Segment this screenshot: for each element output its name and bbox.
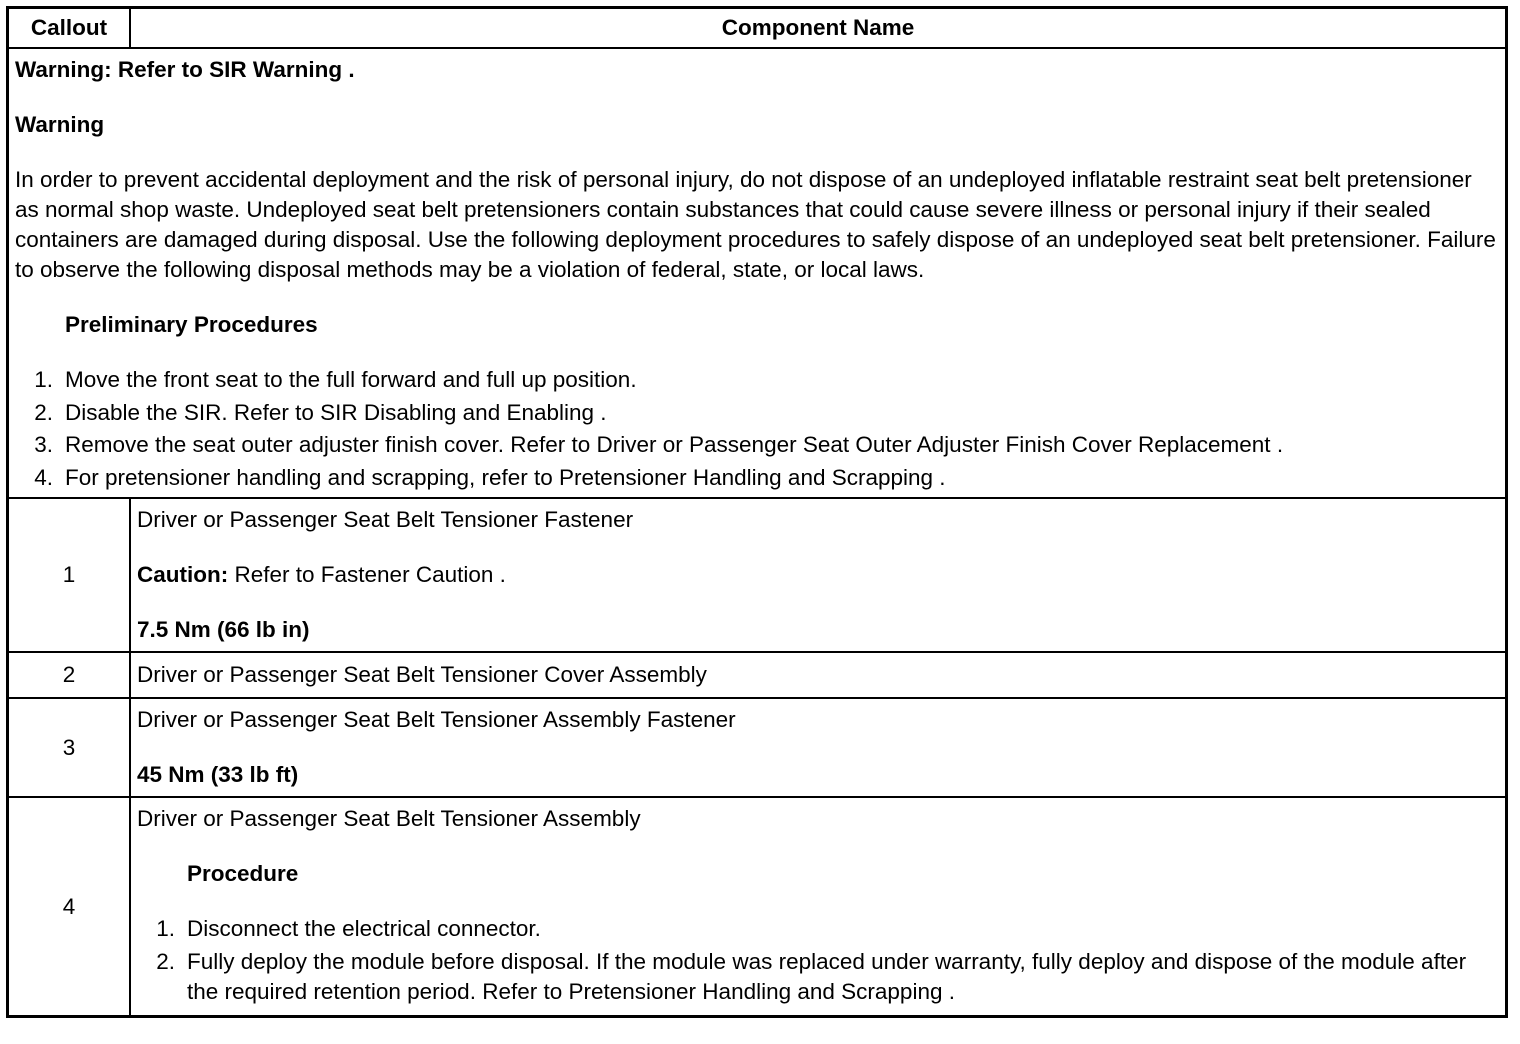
warning-cell bbox=[8, 48, 1507, 498]
step-number: 1. bbox=[156, 916, 175, 941]
step-text: Disable the SIR. Refer to SIR Disabling and Enabling . bbox=[65, 399, 607, 425]
list-item bbox=[15, 398, 1499, 428]
warning-row bbox=[8, 48, 1507, 498]
component-cell bbox=[130, 797, 1507, 1017]
table-row bbox=[8, 797, 1507, 1017]
caution-line bbox=[137, 560, 1499, 590]
procedure-title: Procedure bbox=[187, 861, 299, 886]
step-number: 4. bbox=[34, 464, 53, 490]
component-name: Driver or Passenger Seat Belt Tensioner Fastener bbox=[137, 507, 634, 532]
warning-text: In order to prevent accidental deployment and the risk of personal injury, do not dispose of an undeployed inflatable restraint seat belt pretensioner as normal shop waste. Undeployed seat belt pretensioners contain substances that could cause severe illness or personal injury if their sealed containers are damaged during disposal. Use the following deployment procedures to safely dispose of an undeployed seat belt pretensioner. Failure to observe the following disposal methods may be a violation of federal, state, or local laws. bbox=[15, 167, 1496, 282]
preliminary-steps-list bbox=[15, 365, 1499, 493]
list-item bbox=[15, 365, 1499, 395]
list-item bbox=[137, 914, 1499, 944]
component-cell bbox=[130, 698, 1507, 797]
component-name: Driver or Passenger Seat Belt Tensioner Cover Assembly bbox=[130, 652, 1507, 698]
table-row bbox=[8, 652, 1507, 698]
preliminary-procedures-title: Preliminary Procedures bbox=[65, 312, 318, 337]
step-number: 1. bbox=[34, 367, 53, 392]
step-text: Fully deploy the module before disposal. If the module was replaced under warranty, fully deploy and dispose of the module after the required retention period. Refer to Pretensioner Handling and Scrapping . bbox=[187, 948, 1467, 1004]
warning-title: Warning bbox=[15, 112, 105, 137]
callout-number: 3 bbox=[8, 698, 131, 797]
step-number: 2. bbox=[34, 399, 53, 425]
component-name-header: Component Name bbox=[130, 8, 1507, 49]
list-item bbox=[15, 463, 1499, 493]
step-text: Remove the seat outer adjuster finish cover. Refer to Driver or Passenger Seat Outer Adjuster Finish Cover Replacement . bbox=[65, 432, 1284, 457]
step-number: 2. bbox=[156, 948, 175, 974]
procedure-steps-list bbox=[137, 914, 1499, 1007]
list-item bbox=[15, 430, 1499, 460]
table-header-row bbox=[8, 8, 1507, 49]
torque-spec: 7.5 Nm (66 lb in) bbox=[137, 617, 310, 642]
step-text: Move the front seat to the full forward and full up position. bbox=[65, 367, 637, 392]
step-text: For pretensioner handling and scrapping, refer to Pretensioner Handling and Scrapping . bbox=[65, 464, 946, 490]
torque-spec: 45 Nm (33 lb ft) bbox=[137, 762, 299, 787]
component-name: Driver or Passenger Seat Belt Tensioner Assembly Fastener bbox=[137, 707, 736, 732]
caution-label: Caution: bbox=[137, 562, 229, 587]
table-row bbox=[8, 698, 1507, 797]
callout-number: 2 bbox=[8, 652, 131, 698]
caution-text: Refer to Fastener Caution . bbox=[228, 562, 506, 587]
callout-number: 1 bbox=[8, 498, 131, 652]
component-cell bbox=[130, 498, 1507, 652]
sir-warning: Warning: Refer to SIR Warning . bbox=[15, 57, 355, 82]
table-row bbox=[8, 498, 1507, 652]
component-table bbox=[6, 6, 1508, 1018]
component-name: Driver or Passenger Seat Belt Tensioner Assembly bbox=[137, 806, 641, 831]
step-number: 3. bbox=[34, 432, 53, 457]
callout-header: Callout bbox=[8, 8, 131, 49]
step-text: Disconnect the electrical connector. bbox=[187, 916, 541, 941]
list-item bbox=[137, 947, 1499, 1007]
callout-number: 4 bbox=[8, 797, 131, 1017]
